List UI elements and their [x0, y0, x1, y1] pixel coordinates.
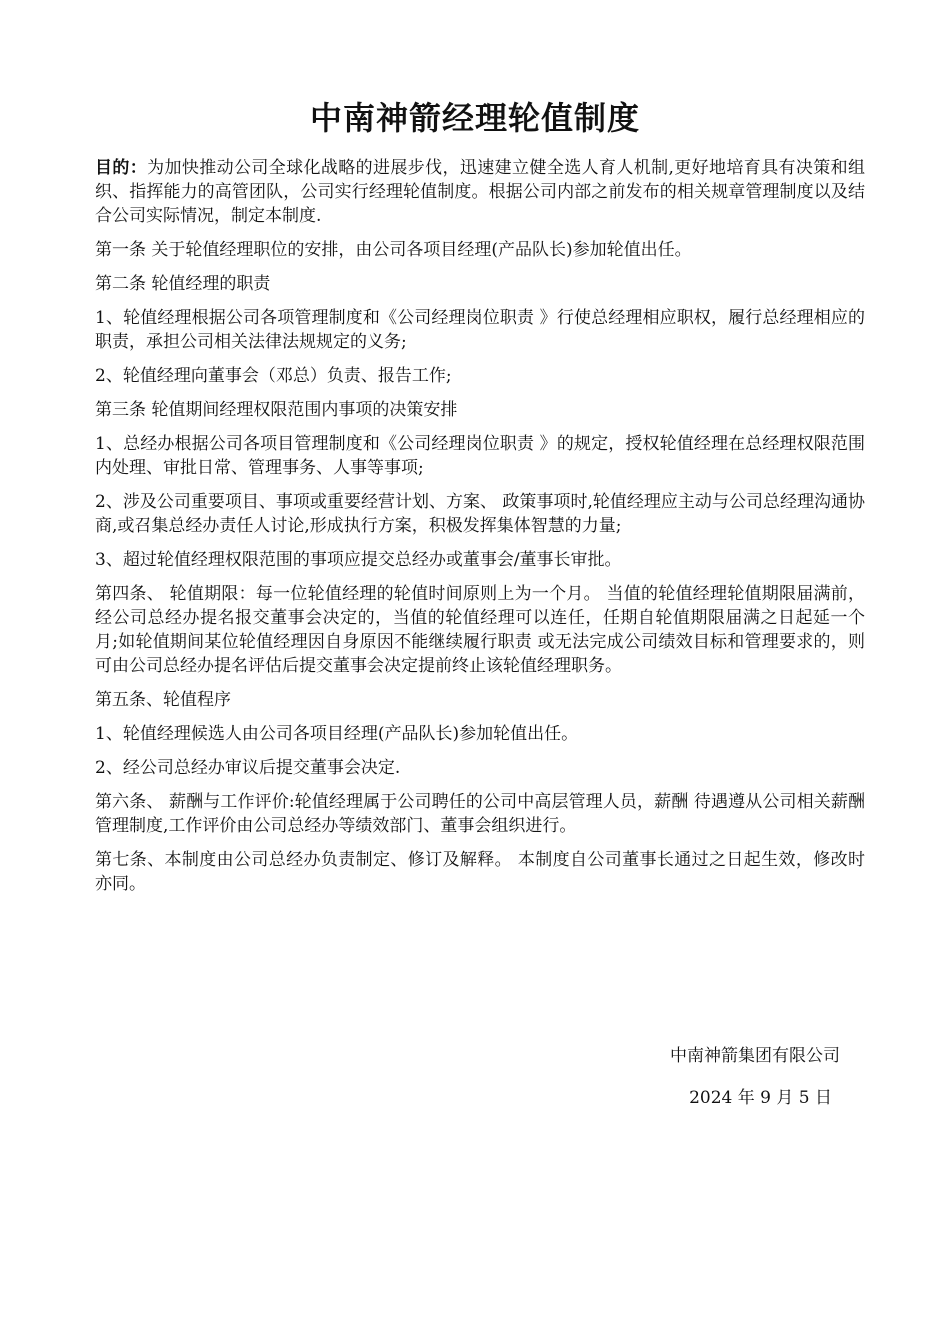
purpose-text: 为加快推动公司全球化战略的进展步伐，迅速建立健全选人育人机制,更好地培育具有决策和组织、指挥能力的高管团队，公司实行经理轮值制度。根据公司内部之前发布的相关规章管理制度以及结合公司实际情况，制定本制度.: [95, 158, 866, 226]
article-2-item-1: 1、轮值经理根据公司各项管理制度和《公司经理岗位职责 》行使总经理相应职权，履行总经理相应的职责，承担公司相关法律法规规定的义务;: [95, 308, 865, 352]
article-3-item-3: 3、超过轮值经理权限范围的事项应提交总经办或董事会/董事长审批。: [95, 550, 622, 570]
article-7: 第七条、本制度由公司总经办负责制定、修订及解释。 本制度自公司董事长通过之日起生效，修改时亦同。: [95, 850, 865, 894]
signature-company: 中南神箭集团有限公司: [670, 1046, 840, 1066]
article-4: 第四条、 轮值期限：每一位轮值经理的轮值时间原则上为一个月。 当值的轮值经理轮值期限届满前，经公司总经办提名报交董事会决定的，当值的轮值经理可以连任，任期自轮值期限届满之日起延一个月;如轮值期间某位轮值经理因自身原因不能继续履行职责 或无法完成公司绩效目标和管理要求的，则可由公司总经办提名评估后提交董事会决定提前终止该轮值经理职务。: [95, 584, 865, 676]
article-3-item-1: 1、总经办根据公司各项目管理制度和《公司经理岗位职责 》的规定，授权轮值经理在总经理权限范围内处理、审批日常、管理事务、人事等事项;: [95, 434, 865, 478]
article-3-item-2: 2、涉及公司重要项目、事项或重要经营计划、方案、 政策事项时,轮值经理应主动与公司总经理沟通协商,或召集总经办责任人讨论,形成执行方案，积极发挥集体智慧的力量;: [95, 492, 865, 536]
document-body: [95, 156, 865, 906]
article-3-heading: 第三条 轮值期间经理权限范围内事项的决策安排: [95, 400, 458, 420]
signature-date: 2024 年 9 月 5 日: [689, 1088, 832, 1108]
article-1: 第一条 关于轮值经理职位的安排，由公司各项目经理(产品队长)参加轮值出任。: [95, 240, 692, 260]
purpose-lead: 目的：: [95, 158, 148, 178]
purpose-paragraph: [95, 156, 865, 228]
article-5-heading: 第五条、轮值程序: [95, 690, 231, 710]
document-title: 中南神箭经理轮值制度: [309, 99, 640, 137]
article-6: 第六条、 薪酬与工作评价:轮值经理属于公司聘任的公司中高层管理人员，薪酬 待遇遵从公司相关薪酬管理制度,工作评价由公司总经办等绩效部门、董事会组织进行。: [95, 792, 865, 836]
article-2-heading: 第二条 轮值经理的职责: [95, 274, 271, 294]
article-2-item-2: 2、轮值经理向董事会（邓总）负责、报告工作;: [95, 366, 452, 386]
article-5-item-2: 2、经公司总经办审议后提交董事会决定.: [95, 758, 401, 778]
article-5-item-1: 1、轮值经理候选人由公司各项目经理(产品队长)参加轮值出任。: [95, 724, 579, 744]
